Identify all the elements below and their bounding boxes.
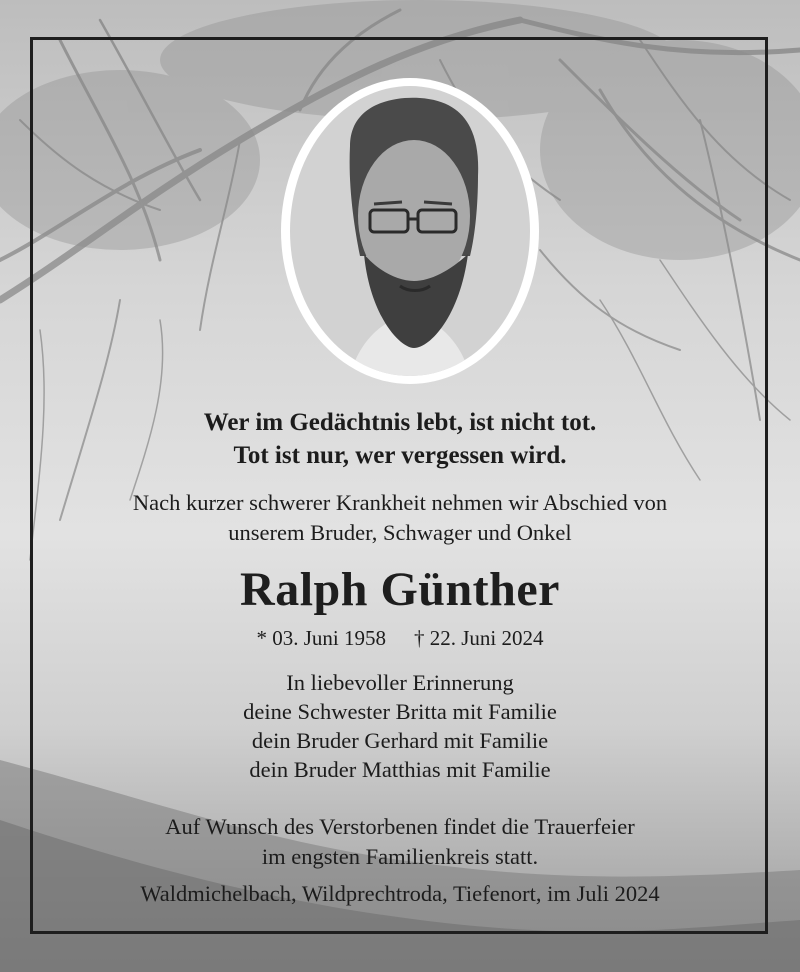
funeral-notice [0,812,800,872]
intro-text [0,488,800,548]
intro-line-1: Nach kurzer schwerer Krankheit nehmen wir Abschied von [132,490,668,515]
motto [0,406,800,472]
motto-line-2: Tot ist nur, wer vergessen wird. [233,442,567,469]
notice-line-2: im engsten Familienkreis statt. [261,844,539,869]
life-dates [0,624,800,652]
mourner-line: deine Schwester Britta mit Familie [243,699,557,724]
portrait-photo [290,86,530,376]
birth-date: * 03. Juni 1958 [256,626,386,650]
motto-line-1: Wer im Gedächtnis lebt, ist nicht tot. [203,409,597,436]
mourner-line: dein Bruder Matthias mit Familie [249,757,551,782]
intro-line-2: unserem Bruder, Schwager und Onkel [228,520,572,545]
notice-line-1: Auf Wunsch des Verstorbenen findet die Trauerfeier [165,814,635,839]
place-and-date: Waldmichelbach, Wildprechtroda, Tiefenort, im Juli 2024 [140,881,660,906]
mourners-list [0,668,800,784]
death-date: † 22. Juni 2024 [414,626,544,650]
mourner-line: dein Bruder Gerhard mit Familie [251,728,549,753]
mourner-line: In liebevoller Erinnerung [286,670,514,695]
deceased-name: Ralph Günther [240,563,560,616]
